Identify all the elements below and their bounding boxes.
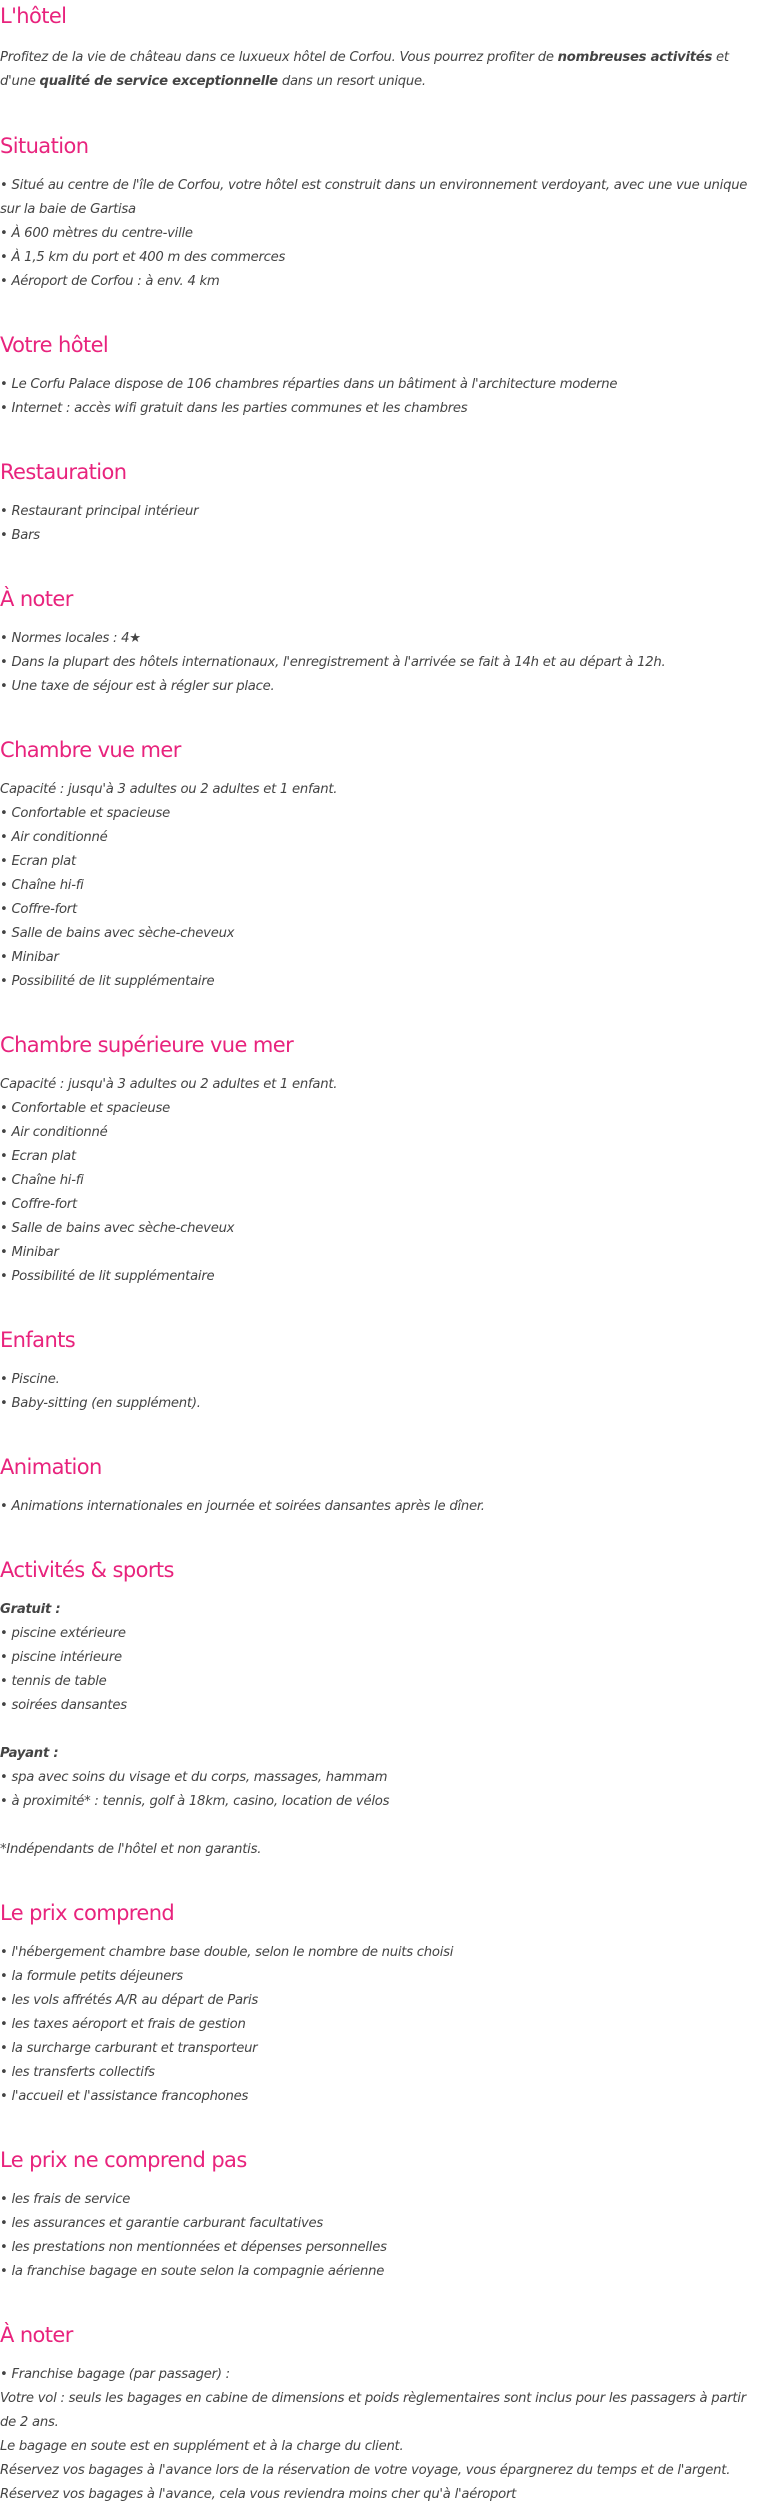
intro-part: et d'une <box>0 50 729 89</box>
section-prix-ne-comprend-pas <box>0 2146 754 2284</box>
list-item: • Bars <box>0 528 40 543</box>
section-restauration <box>0 458 754 548</box>
section-situation <box>0 132 754 294</box>
section-chambre-vue-mer <box>0 736 754 994</box>
list-item: • Chaîne hi-fi <box>0 878 84 893</box>
section-prix-comprend <box>0 1899 754 2109</box>
section-title: Restauration <box>0 460 127 484</box>
list-item: • les frais de service <box>0 2192 131 2207</box>
capacity-text: Capacité : jusqu'à 3 adultes ou 2 adultes et 1 enfant. <box>0 1077 338 1092</box>
note-text: Réservez vos bagages à l'avance, cela vous reviendra moins cher qu'à l'aéroport <box>0 2487 517 2502</box>
list-item: • Possibilité de lit supplémentaire <box>0 974 215 989</box>
list-item: • À 600 mètres du centre-ville <box>0 226 193 241</box>
section-a-noter-bagages <box>0 2321 754 2507</box>
list-item: • Possibilité de lit supplémentaire <box>0 1269 215 1284</box>
list-item: • Restaurant principal intérieur <box>0 504 199 519</box>
section-title: Chambre supérieure vue mer <box>0 1033 294 1057</box>
intro-bold: nombreuses activités <box>557 50 713 65</box>
list-item: • Le Corfu Palace dispose de 106 chambres réparties dans un bâtiment à l'architecture moderne <box>0 377 618 392</box>
list-item: • Dans la plupart des hôtels internationaux, l'enregistrement à l'arrivée se fait à 14h et au départ à 12h. <box>0 655 666 670</box>
capacity-text: Capacité : jusqu'à 3 adultes ou 2 adultes et 1 enfant. <box>0 782 338 797</box>
list-item: • Animations internationales en journée et soirées dansantes après le dîner. <box>0 1499 485 1514</box>
section-title: Situation <box>0 134 89 158</box>
list-item: • la surcharge carburant et transporteur <box>0 2041 258 2056</box>
list-item: • l'hébergement chambre base double, selon le nombre de nuits choisi <box>0 1945 454 1960</box>
section-chambre-superieure <box>0 1031 754 1289</box>
list-item: • Une taxe de séjour est à régler sur place. <box>0 679 275 694</box>
list-item: • l'accueil et l'assistance francophones <box>0 2089 249 2104</box>
note-text: Le bagage en soute est en supplément et à la charge du client. <box>0 2439 404 2454</box>
list-item: • Coffre-fort <box>0 902 77 917</box>
list-item: • Ecran plat <box>0 1149 76 1164</box>
section-title: Le prix ne comprend pas <box>0 2148 247 2172</box>
list-item: • Salle de bains avec sèche-cheveux <box>0 926 235 941</box>
list-item: • Coffre-fort <box>0 1197 77 1212</box>
list-item: • les transferts collectifs <box>0 2065 155 2080</box>
list-item: • soirées dansantes <box>0 1698 127 1713</box>
list-item: • Confortable et spacieuse <box>0 806 170 821</box>
footnote: *Indépendants de l'hôtel et non garantis. <box>0 1842 262 1857</box>
section-activites-sports <box>0 1556 754 1862</box>
intro-part: Profitez de la vie de château dans ce luxueux hôtel de Corfou. Vous pourrez profiter de <box>0 50 558 65</box>
section-title: À noter <box>0 587 73 611</box>
list-item: • la formule petits déjeuners <box>0 1969 183 1984</box>
list-item: • piscine intérieure <box>0 1650 122 1665</box>
intro-text <box>0 46 754 94</box>
list-item: • piscine extérieure <box>0 1626 126 1641</box>
section-title: L'hôtel <box>0 4 67 28</box>
list-item: • Air conditionné <box>0 830 108 845</box>
list-item: • les vols affrétés A/R au départ de Paris <box>0 1993 258 2008</box>
list-item: • les prestations non mentionnées et dépenses personnelles <box>0 2240 387 2255</box>
list-item: • Situé au centre de l'île de Corfou, votre hôtel est construit dans un environnement verdoyant, avec une vue unique sur la baie de Gartisa <box>0 178 748 217</box>
list-item: • tennis de table <box>0 1674 107 1689</box>
free-label-text: Gratuit : <box>0 1602 61 1617</box>
list-item: • la franchise bagage en soute selon la compagnie aérienne <box>0 2264 385 2279</box>
list-item: • Salle de bains avec sèche-cheveux <box>0 1221 235 1236</box>
list-item: • spa avec soins du visage et du corps, massages, hammam <box>0 1770 388 1785</box>
list-item: • Ecran plat <box>0 854 76 869</box>
section-hotel <box>0 0 754 94</box>
note-text: Votre vol : seuls les bagages en cabine de dimensions et poids règlementaires sont inclus pour les passagers à partir de 2 ans. <box>0 2391 746 2430</box>
list-item: • Confortable et spacieuse <box>0 1101 170 1116</box>
free-label <box>0 1598 754 1622</box>
section-title: Chambre vue mer <box>0 738 181 762</box>
list-item: • Chaîne hi-fi <box>0 1173 84 1188</box>
list-item: • Internet : accès wifi gratuit dans les parties communes et les chambres <box>0 401 468 416</box>
list-item: • à proximité* : tennis, golf à 18km, casino, location de vélos <box>0 1794 390 1809</box>
section-title: Activités & sports <box>0 1558 174 1582</box>
list-item: • Piscine. <box>0 1372 60 1387</box>
section-title: Le prix comprend <box>0 1901 175 1925</box>
list-item: • Air conditionné <box>0 1125 108 1140</box>
section-title: À noter <box>0 2323 73 2347</box>
section-a-noter <box>0 585 754 699</box>
list-item: • les assurances et garantie carburant facultatives <box>0 2216 324 2231</box>
list-item: • les taxes aéroport et frais de gestion <box>0 2017 246 2032</box>
section-enfants <box>0 1326 754 1416</box>
list-item: • À 1,5 km du port et 400 m des commerces <box>0 250 286 265</box>
section-animation <box>0 1453 754 1519</box>
section-title: Votre hôtel <box>0 333 109 357</box>
list-item: • Minibar <box>0 950 59 965</box>
section-title: Enfants <box>0 1328 76 1352</box>
list-item: • Baby-sitting (en supplément). <box>0 1396 201 1411</box>
list-item: • Minibar <box>0 1245 59 1260</box>
list-item: • Aéroport de Corfou : à env. 4 km <box>0 274 220 289</box>
list-item: • Normes locales : 4★ <box>0 631 141 646</box>
intro-bold: qualité de service exceptionnelle <box>39 74 278 89</box>
section-title: Animation <box>0 1455 102 1479</box>
note-text: Réservez vos bagages à l'avance lors de la réservation de votre voyage, vous épargnerez du temps et de l'argent. <box>0 2463 731 2478</box>
paid-label <box>0 1742 754 1766</box>
paid-label-text: Payant : <box>0 1746 59 1761</box>
intro-part: dans un resort unique. <box>277 74 426 89</box>
list-item: • Franchise bagage (par passager) : <box>0 2367 230 2382</box>
section-votre-hotel <box>0 331 754 421</box>
